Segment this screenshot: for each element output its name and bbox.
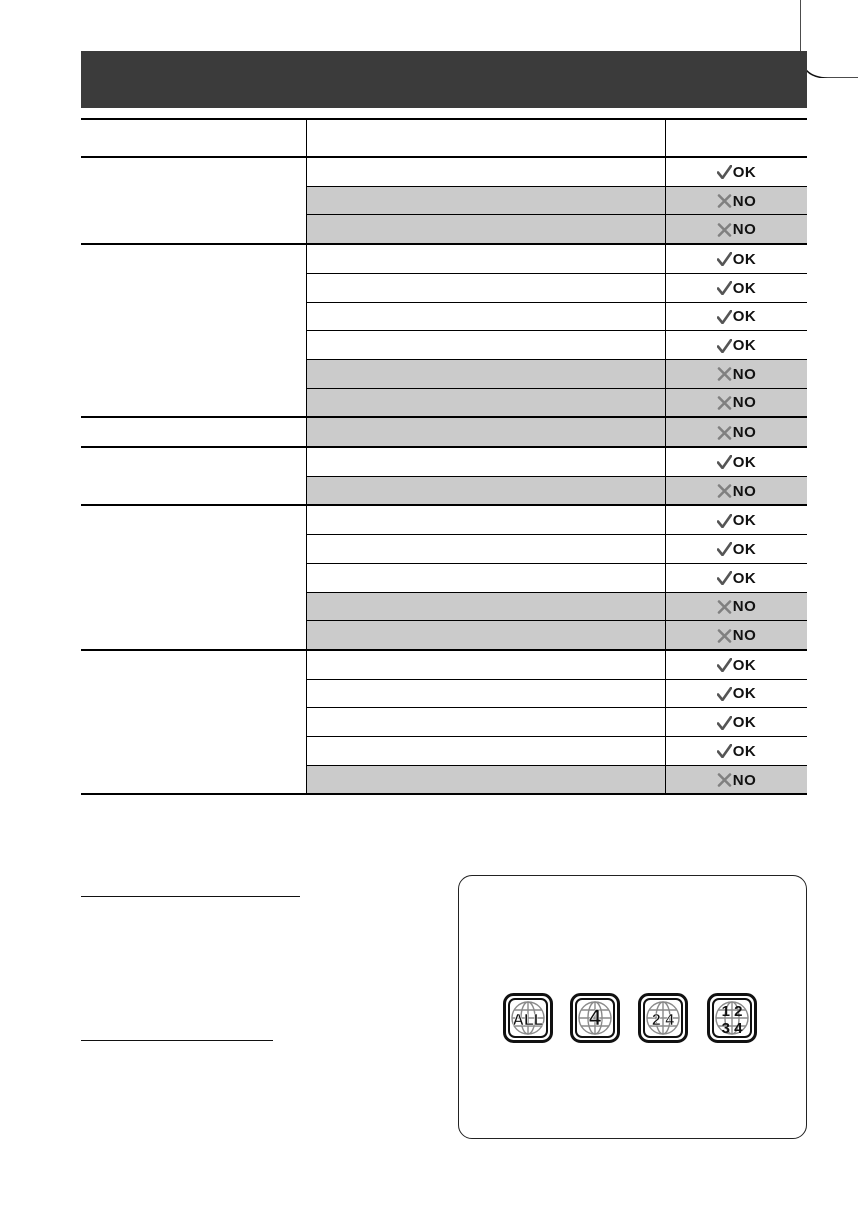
compatibility-result <box>666 274 807 303</box>
column-divider <box>665 245 666 417</box>
table-row <box>307 621 807 650</box>
cross-icon <box>717 426 732 440</box>
check-icon <box>717 281 732 295</box>
column-divider <box>665 651 666 795</box>
no-label: NO <box>732 771 757 789</box>
ok-label: OK <box>732 685 757 703</box>
check-icon <box>717 455 732 469</box>
compatibility-result <box>666 593 807 622</box>
region-code-label: 1 2 <box>721 1003 743 1020</box>
group-divider <box>81 793 807 795</box>
compatibility-result <box>666 621 807 650</box>
cross-icon <box>717 194 732 208</box>
table-row <box>307 737 807 766</box>
cross-icon <box>717 600 732 614</box>
table-row <box>307 593 807 622</box>
region-code-label: 4 <box>588 1005 602 1030</box>
compatibility-result <box>666 331 807 360</box>
region-code-icon <box>707 993 757 1043</box>
cross-icon <box>717 367 732 381</box>
column-divider <box>665 506 666 650</box>
compatibility-result <box>666 506 807 535</box>
ok-label: OK <box>732 453 757 471</box>
table-row <box>307 158 807 187</box>
table-row <box>307 245 807 274</box>
column-divider <box>665 158 666 244</box>
compatibility-result <box>666 708 807 737</box>
compatibility-table <box>81 118 807 790</box>
compatibility-result <box>666 245 807 274</box>
ok-label: OK <box>732 656 757 674</box>
table-row <box>307 564 807 593</box>
compatibility-result <box>666 389 807 418</box>
table-row <box>307 766 807 795</box>
compatibility-result <box>666 766 807 795</box>
no-label: NO <box>732 192 757 210</box>
globe-icon <box>570 993 620 1043</box>
no-label: NO <box>732 598 757 616</box>
check-icon <box>717 744 732 758</box>
table-row <box>307 187 807 216</box>
check-icon <box>717 514 732 528</box>
check-icon <box>717 658 732 672</box>
ok-label: OK <box>732 163 757 181</box>
check-icon <box>717 542 732 556</box>
ok-label: OK <box>732 540 757 558</box>
compatibility-result <box>666 215 807 244</box>
compatibility-result <box>666 303 807 332</box>
table-row <box>307 506 807 535</box>
region-code-label: 2 4 <box>651 1012 675 1029</box>
table-row <box>307 448 807 477</box>
column-divider <box>306 506 307 650</box>
cross-icon <box>717 396 732 410</box>
compatibility-result <box>666 448 807 477</box>
ok-label: OK <box>732 714 757 732</box>
compatibility-result <box>666 651 807 680</box>
check-icon <box>717 571 732 585</box>
compatibility-result <box>666 418 807 447</box>
ok-label: OK <box>732 308 757 326</box>
globe-icon <box>503 993 553 1043</box>
table-top-border <box>81 118 807 120</box>
table-row <box>307 215 807 244</box>
column-divider <box>665 448 666 505</box>
region-code-icon <box>570 993 620 1043</box>
table-row <box>307 303 807 332</box>
column-divider <box>306 418 307 447</box>
check-icon <box>717 165 732 179</box>
ok-label: OK <box>732 337 757 355</box>
no-label: NO <box>732 627 757 645</box>
column-divider <box>306 158 307 244</box>
ok-label: OK <box>732 742 757 760</box>
compatibility-result <box>666 360 807 389</box>
ok-label: OK <box>732 569 757 587</box>
compatibility-result <box>666 737 807 766</box>
no-label: NO <box>732 221 757 239</box>
globe-icon <box>638 993 688 1043</box>
no-label: NO <box>732 365 757 383</box>
compatibility-result <box>666 680 807 709</box>
subheading-underline-2 <box>81 1040 273 1041</box>
table-row <box>307 418 807 447</box>
region-code-label: ALL <box>512 1012 544 1029</box>
column-divider <box>665 418 666 447</box>
table-row <box>307 389 807 418</box>
cross-icon <box>717 223 732 237</box>
region-code-icon <box>638 993 688 1043</box>
region-code-label: 3 4 <box>721 1020 743 1037</box>
check-icon <box>717 687 732 701</box>
compatibility-result <box>666 158 807 187</box>
ok-label: OK <box>732 250 757 268</box>
subheading-underline-1 <box>81 896 300 897</box>
ok-label: OK <box>732 512 757 530</box>
ok-label: OK <box>732 279 757 297</box>
section-header-band <box>81 51 807 108</box>
check-icon <box>717 716 732 730</box>
compatibility-result <box>666 477 807 506</box>
cross-icon <box>717 773 732 787</box>
check-icon <box>717 310 732 324</box>
compatibility-result <box>666 564 807 593</box>
table-row <box>307 680 807 709</box>
no-label: NO <box>732 424 757 442</box>
column-divider <box>306 448 307 505</box>
table-header-divider <box>665 118 666 157</box>
table-row <box>307 477 807 506</box>
check-icon <box>717 339 732 353</box>
cross-icon <box>717 484 732 498</box>
table-row <box>307 708 807 737</box>
compatibility-result <box>666 187 807 216</box>
globe-icon <box>707 993 757 1043</box>
check-icon <box>717 252 732 266</box>
table-header-divider <box>306 118 307 157</box>
table-row <box>307 535 807 564</box>
cross-icon <box>717 629 732 643</box>
region-code-icon <box>503 993 553 1043</box>
table-row <box>307 274 807 303</box>
no-label: NO <box>732 482 757 500</box>
table-row <box>307 651 807 680</box>
column-divider <box>306 245 307 417</box>
no-label: NO <box>732 394 757 412</box>
page-tab-marker <box>800 0 858 78</box>
table-row <box>307 331 807 360</box>
column-divider <box>306 651 307 795</box>
table-row <box>307 360 807 389</box>
compatibility-result <box>666 535 807 564</box>
